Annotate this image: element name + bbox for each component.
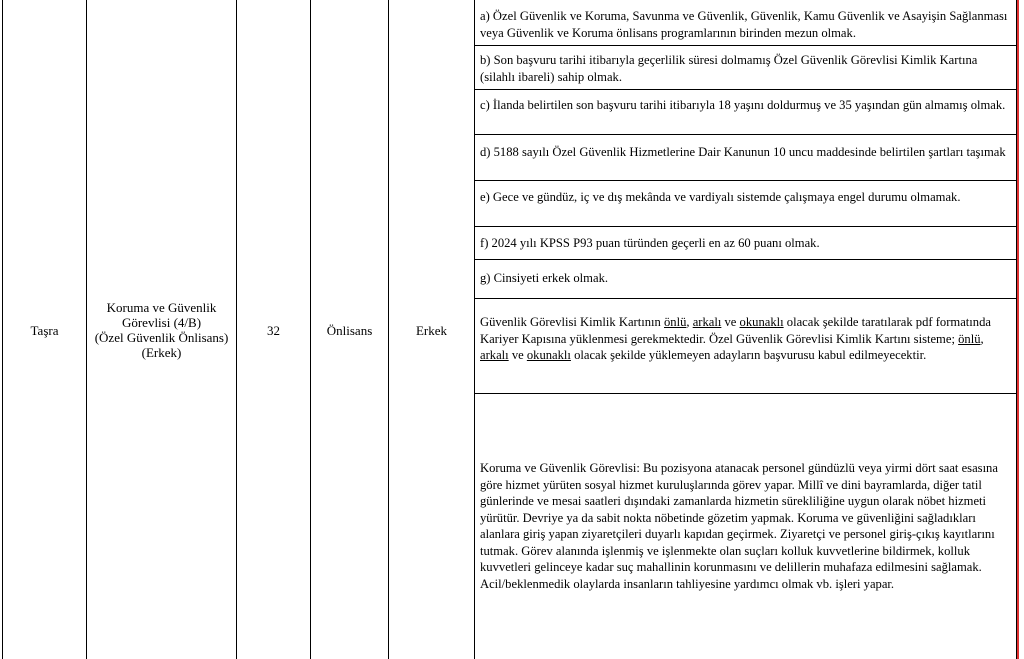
position-title-line: (Erkek) — [141, 345, 182, 360]
row-divider — [474, 298, 1016, 299]
requirement-item: c) İlanda belirtilen son başvuru tarihi itibarıyla 18 yaşını doldurmuş ve 35 yaşından gün almamış olmak. — [480, 98, 1006, 112]
requirement-item: f) 2024 yılı KPSS P93 puan türünden geçerli en az 60 puanı olmak. — [480, 236, 820, 250]
row-divider — [474, 393, 1016, 394]
page-margin-marker — [1017, 0, 1019, 659]
requirement-item: b) Son başvuru tarihi itibarıyla geçerlilik süresi dolmamış Özel Güvenlik Görevlisi Kimlik Kartına (silahlı ibareli) sahip olmak. — [480, 53, 978, 84]
row-divider — [474, 259, 1016, 260]
education-text: Önlisans — [326, 322, 373, 338]
gender-text: Erkek — [415, 322, 448, 338]
column-divider — [474, 0, 475, 659]
requirement-item: d) 5188 sayılı Özel Güvenlik Hizmetlerine Dair Kanunun 10 uncu maddesinde belirtilen şartları taşımak — [480, 145, 1006, 159]
requirement-item: a) Özel Güvenlik ve Koruma, Savunma ve Güvenlik, Güvenlik, Kamu Güvenlik ve Asayişin Sağlanması veya Güvenlik ve Koruma önlisans programlarının birinden mezun olmak. — [480, 9, 1008, 40]
count-cell — [237, 300, 310, 360]
requirement-item: e) Gece ve gündüz, iç ve dış mekânda ve vardiyalı sistemde çalışmaya engel durumu olmamak. — [480, 190, 961, 204]
position-title-line: Görevlisi (4/B) — [121, 315, 202, 330]
job-description: Koruma ve Güvenlik Görevlisi: Bu pozisyona atanacak personel gündüzlü veya yirmi dört saat esasına göre hizmet yürüten sosyal hizmet kuruluşlarında görev yapar. Millî ve dini bayramlarda, diğer tatil günlerinde ve mesai saatleri dışındaki zamanlarda hizmetin sürekliliğine uygun olarak nöbet hizmeti yürütür. Devriye ya da sabit nokta nöbetinde gözetim yapmak. Koruma ve güvenliğini sağladıkları alanlara giriş yapan ziyaretçileri duyarlı kapıdan geçirmek. Ziyaretçi ve personel giriş-çıkış kayıtlarını tutmak. Görev alanında işlenmiş ve işlenmekte olan suçları kolluk kuvvetlerine bildirmek, kolluk kuvvetleri gelinceye kadar suç mahallinin korunmasını ve delillerin muhafaza edilmesini sağlamak. Acil/beklenmedik olaylarda insanların tahliyesine yardımcı olmak vb. işleri yapar. — [480, 461, 998, 591]
position-cell — [87, 290, 236, 370]
row-divider — [474, 89, 1016, 90]
location-text: Taşra — [30, 322, 59, 338]
location-cell — [3, 300, 86, 360]
count-text: 32 — [267, 322, 280, 338]
id-card-upload-note: Güvenlik Görevlisi Kimlik Kartının önlü, arkalı ve okunaklı olacak şekilde taratılarak pdf formatında Kariyer Kapısına yüklenmesi gerekmektedir. Özel Güvenlik Görevlisi Kimlik Kartını sisteme; önlü, arkalı ve okunaklı olacak şekilde yüklemeyen adayların başvurusu kabul edilmeyecektir. — [480, 315, 991, 362]
position-title-line: Koruma ve Güvenlik — [106, 300, 217, 315]
gender-cell — [389, 300, 474, 360]
row-divider — [474, 226, 1016, 227]
education-cell — [311, 300, 388, 360]
position-title-line: (Özel Güvenlik Önlisans) — [94, 330, 229, 345]
requirement-item: g) Cinsiyeti erkek olmak. — [480, 271, 609, 285]
row-divider — [474, 45, 1016, 46]
row-divider — [474, 180, 1016, 181]
row-divider — [474, 134, 1016, 135]
